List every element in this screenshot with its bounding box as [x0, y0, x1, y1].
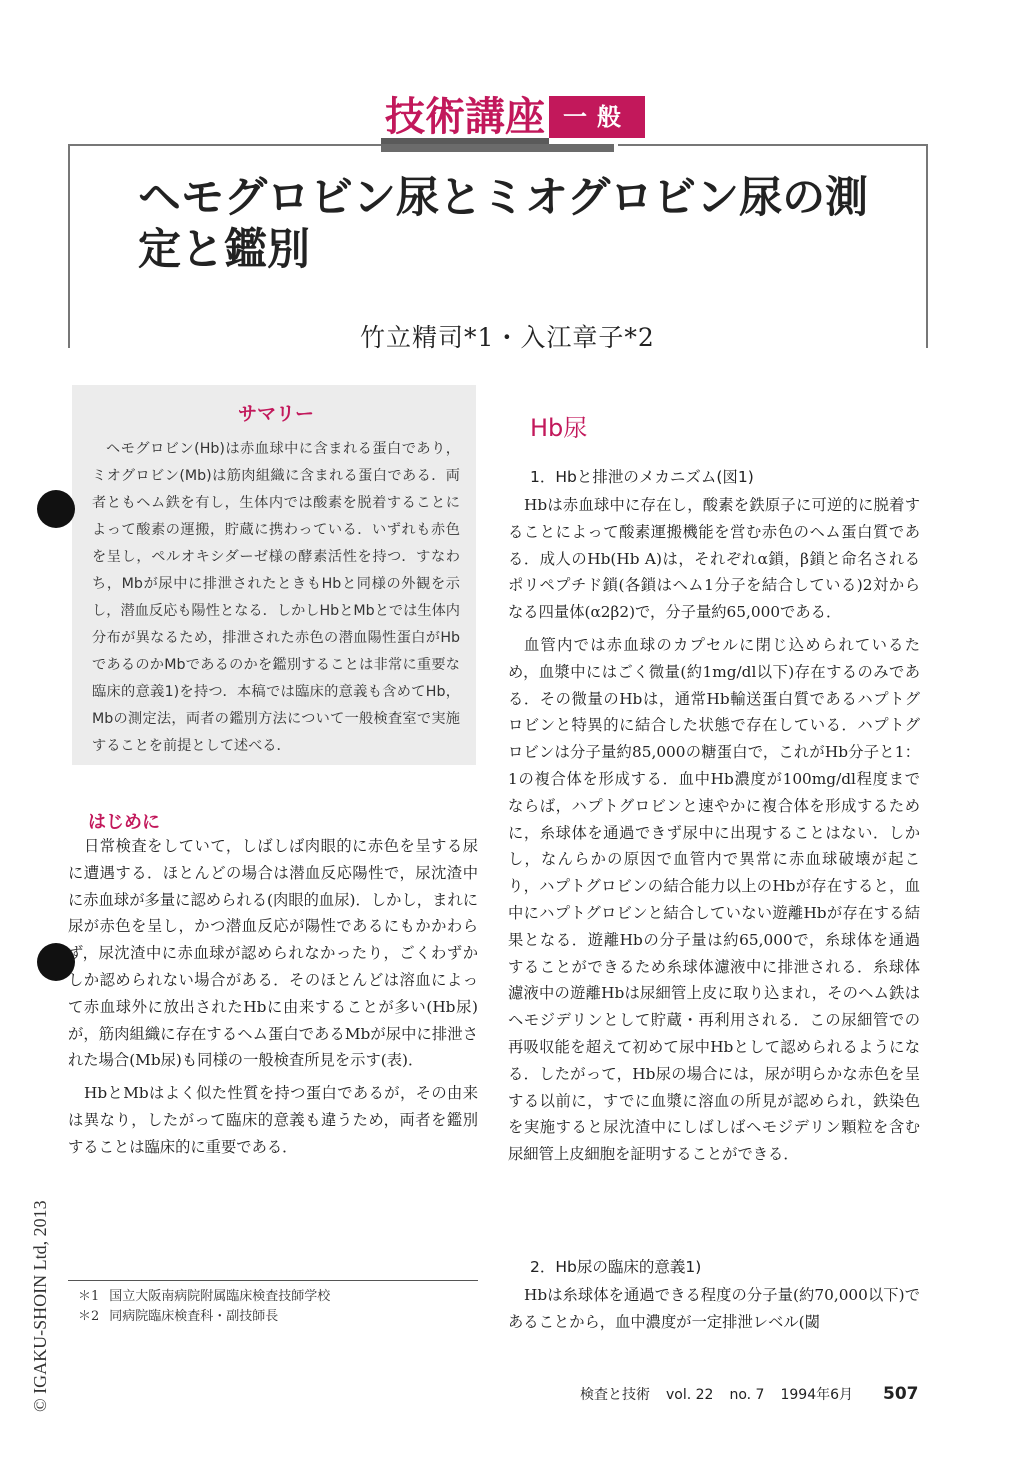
- subsection-heading-1: 1．Hbと排泄のメカニズム(図1): [530, 468, 754, 486]
- footnote-text: 国立大阪南病院附属臨床検査技師学校: [109, 1289, 331, 1304]
- page-footer: [580, 1384, 919, 1404]
- footnote: [68, 1307, 478, 1327]
- article-title: ヘモグロビン尿とミオグロビン尿の測定と鑑別: [138, 173, 869, 275]
- summary-box: [72, 385, 476, 765]
- intro-paragraph: 日常検査をしていて，しばしば肉眼的に赤色を呈する尿に遭遇する．ほとんどの場合は潜血反応陽性で，尿沈渣中に赤血球が多量に認められる(肉眼的血尿)．しかし，まれに尿が赤色を呈し，かつ潜血反応が陽性であるにもかかわらず，尿沈渣中に赤血球が認められなかったり，ごくわずかしか認められない場合がある．そのほとんどは溶血によって赤血球外に放出されたHbに由来することが多い(Hb尿)が，筋肉組織に存在するヘム蛋白であるMbが尿中に排泄された場合(Mb尿)も同様の一般検査所見を示す(表)．: [68, 837, 478, 1070]
- hb-clinical-text: [508, 1282, 920, 1336]
- footnote-text: 同病院臨床検査科・副技師長: [109, 1309, 279, 1324]
- punch-hole: [37, 490, 75, 528]
- body-paragraph: Hbは糸球体を通過できる程度の分子量(約70,000以下)であることから，血中濃度が一定排泄レベル(閾: [508, 1286, 920, 1331]
- footnote: [68, 1287, 478, 1307]
- intro-heading: はじめに: [88, 812, 160, 833]
- footnote-mark: ＊1: [78, 1289, 100, 1304]
- intro-text: [68, 833, 478, 1161]
- series-label: 技術講座: [381, 90, 549, 144]
- series-sublabel: 一般: [549, 96, 645, 138]
- footnotes: [68, 1280, 478, 1327]
- body-paragraph: 血管内では赤血球のカプセルに閉じ込められているため，血漿中にはごく微量(約1mg/dl以下)存在するのみである．その微量のHbは，通常Hb輸送蛋白質であるハプトグロビンと特異的に結合した状態で存在している．ハプトグロビンは分子量約85,000の糖蛋白で，これがHb分子と1：1の複合体を形成する．血中Hb濃度が100mg/dl程度までならば，ハプトグロビンと速やかに複合体を形成するために，糸球体を通過できず尿中に出現することはない．しかし，なんらかの原因で血管内で異常に赤血球破壊が起こり，ハプトグロビンの結合能力以上のHbが存在すると，血中にハプトグロビンと結合していない遊離Hbが存在する結果となる．遊離Hbの分子量は約65,000で，糸球体を通過することができるため糸球体濾液中に排泄される．糸球体濾液中の遊離Hbは尿細管上皮に取り込まれ，そのヘム鉄はヘモジデリンとして貯蔵・再利用される．この尿細管での再吸収能を超えて初めて尿中Hbとして認められるようになる．したがって，Hb尿の場合には，尿が明らかな赤色を呈する以前に，すでに血漿に溶血の所見が認められ，鉄染色を実施すると尿沈渣中にしばしばヘモジデリン顆粒を含む尿細管上皮細胞を証明することができる．: [508, 635, 920, 1164]
- publication-date: 1994年6月: [780, 1387, 854, 1403]
- body-paragraph: Hbは赤血球中に存在し，酸素を鉄原子に可逆的に脱着することによって酸素運搬機能を営む赤色のヘム蛋白質である．成人のHb(Hb A)は，それぞれα鎖，β鎖と命名されるポリペプチド鎖(各鎖はヘム1分子を結合している)2対からなる四量体(α2β2)で，分子量約65,000である．: [508, 496, 920, 622]
- authors: 竹立精司*1・入江章子*2: [360, 323, 655, 352]
- page-number: 507: [883, 1384, 919, 1404]
- banner-underline: [381, 144, 614, 152]
- copyright-notice: © IGAKU-SHOIN Ltd, 2013: [30, 1200, 50, 1412]
- intro-paragraph: HbとMbはよく似た性質を持つ蛋白であるが，その由来は異なり，したがって臨床的意義も違うため，両者を鑑別することは臨床的に重要である．: [68, 1084, 478, 1156]
- journal-name: 検査と技術: [580, 1387, 650, 1403]
- hb-mechanism-text: [508, 492, 920, 1168]
- journal-number: no. 7: [729, 1387, 765, 1403]
- series-banner: [381, 90, 645, 144]
- summary-heading: サマリー: [237, 403, 314, 425]
- subsection-heading-2: 2．Hb尿の臨床的意義1): [530, 1258, 702, 1276]
- summary-body: ヘモグロビン(Hb)は赤血球中に含まれる蛋白であり，ミオグロビン(Mb)は筋肉組織に含まれる蛋白である．両者ともヘム鉄を有し，生体内では酸素を脱着することによって酸素の運搬，貯蔵に携わっている．いずれも赤色を呈し，ペルオキシダーゼ様の酵素活性を持つ．すなわち，Mbが尿中に排泄されたときもHbと同様の外観を示し，潜血反応も陽性となる．しかしHbとMbとでは生体内分布が異なるため，排泄された赤色の潜血陽性蛋白がHbであるのかMbであるのかを鑑別することは非常に重要な臨床的意義1)を持つ．本稿では臨床的意義も含めてHb，Mbの測定法，両者の鑑別方法について一般検査室で実施することを前提として述べる．: [92, 441, 460, 754]
- hb-section-heading: Hb尿: [530, 414, 588, 442]
- journal-volume: vol. 22: [666, 1387, 714, 1403]
- footnote-mark: ＊2: [78, 1309, 100, 1324]
